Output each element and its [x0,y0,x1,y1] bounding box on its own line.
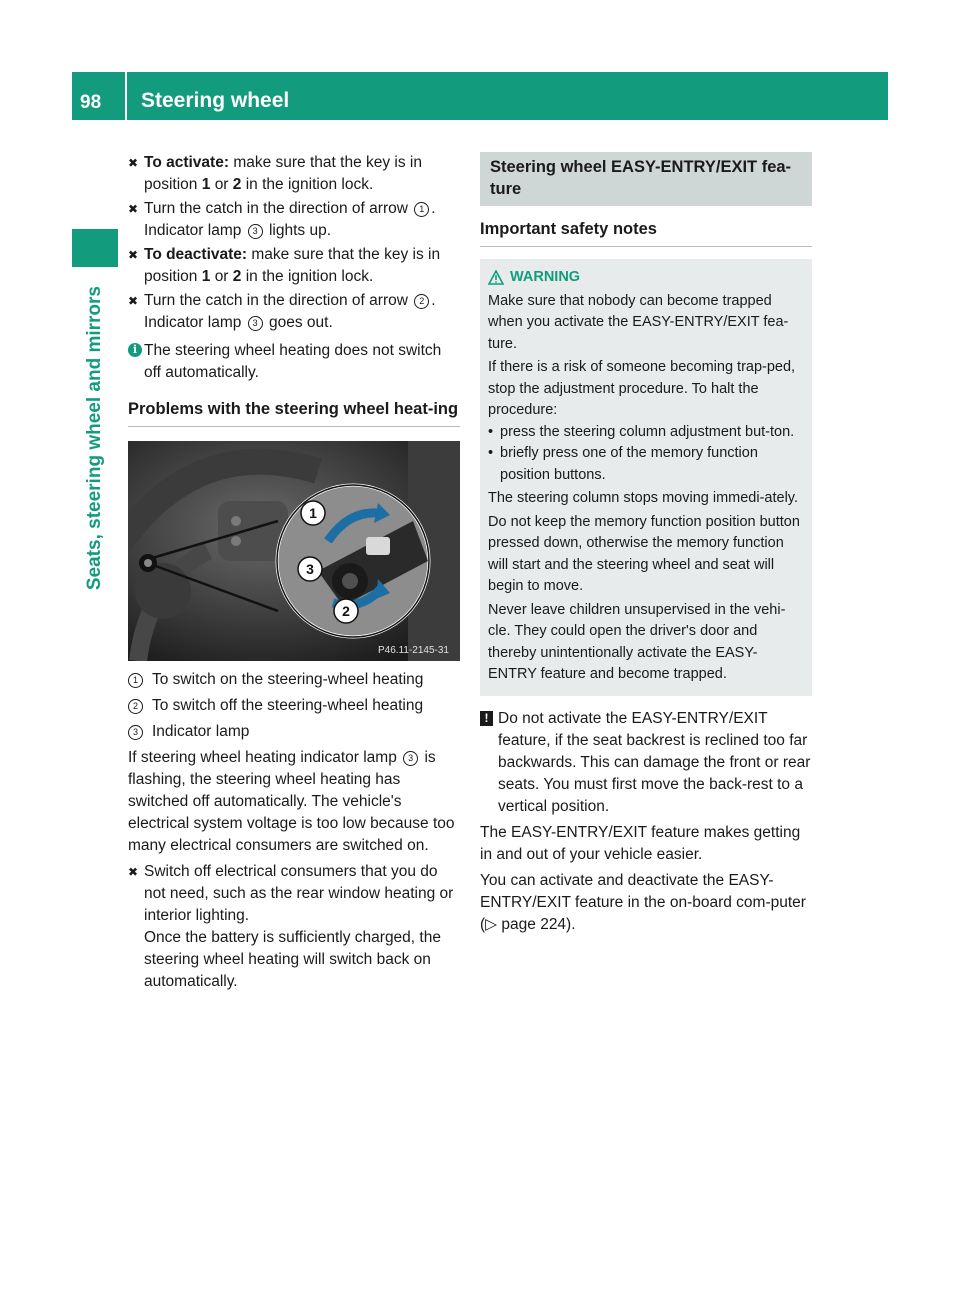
warning-title: WARNING [488,267,804,289]
info-icon: i [128,343,142,357]
steering-column-illustration [128,441,460,661]
section-title: Steering wheel EASY-ENTRY/EXIT fea-ture [480,152,812,206]
step-arrow-icon: ✖ [128,156,139,170]
easy-entry-paragraph: The EASY-ENTRY/EXIT feature makes getting in and out of your vehicle easier. [480,823,801,863]
flashing-paragraph: If steering wheel heating indicator lamp 3 is flashing, the steering wheel heating has switched off automatically. The vehicle's electrical system voltage is too low because too many electrical consumers are switched on. [128,749,455,854]
callout-1-icon: 1 [414,202,429,217]
callout-2-icon: 2 [128,699,143,714]
warning-bullet: • briefly press one of the memory function position buttons. [488,445,758,483]
step-deactivate: ✖ To deactivate: make sure that the key is in position 1 or 2 in the ignition lock. [128,246,441,285]
problems-heading: Problems with the steering wheel heat-ing [128,398,460,427]
right-column [480,152,812,936]
step-activate: ✖ To activate: make sure that the key is in position 1 or 2 in the ignition lock. [128,154,422,193]
steering-column-figure [128,441,460,661]
callout-3-label: 3 [306,561,314,577]
exclamation-icon: ! [480,711,493,726]
info-note: i The steering wheel heating does not switch off automatically. [128,340,460,384]
page-number: 98 [80,92,102,113]
warning-bullet: • press the steering column adjustment but-ton. [488,423,795,440]
legend-item-3: 3 Indicator lamp [128,721,460,743]
step-arrow-icon: ✖ [128,248,139,262]
chapter-tab [72,229,118,267]
callout-1-icon: 1 [128,673,143,688]
warning-paragraph: Make sure that nobody can become trapped when you activate the EASY-ENTRY/EXIT fea-ture. [488,292,789,352]
callout-3-icon: 3 [248,316,263,331]
page-reference-link[interactable]: page 224). [501,915,576,933]
callout-1-label: 1 [309,505,317,521]
warning-paragraph: Never leave children unsupervised in the vehi-cle. They could open the driver's door and thereby unintentionally activate the EASY-ENTRY feature and become trapped. [488,601,786,682]
callout-3-icon: 3 [403,751,418,766]
step-arrow-icon: ✖ [128,202,139,216]
chapter-label-wrap [80,286,110,766]
step-turn-catch-2: ✖ Turn the catch in the direction of arrow 2 . Indicator lamp 3 goes out. [128,292,436,331]
step-arrow-icon: ✖ [128,865,139,879]
page-title: Steering wheel [141,89,290,112]
legend-item-2: 2 To switch off the steering-wheel heating [128,695,460,717]
header-divider [125,72,127,120]
warning-paragraph: If there is a risk of someone becoming trap-ped, stop the adjustment procedure. To halt the procedure: [488,359,796,418]
warning-paragraph: The steering column stops moving immedi-ately. [488,490,798,506]
step-turn-catch-1: ✖ Turn the catch in the direction of arrow 1 . Indicator lamp 3 lights up. [128,200,436,239]
onboard-computer-paragraph: You can activate and deactivate the EASY-ENTRY/EXIT feature in the on-board com-puter (▷ page 224). [480,871,806,933]
safety-heading: Important safety notes [480,218,812,247]
step-switch-off-consumers: ✖ Switch off electrical consumers that you do not need, such as the rear window heating or interior lighting. Once the battery is sufficiently charged, the steering wheel heating will switch back on automatically. [128,863,454,990]
chapter-label: Seats, steering wheel and mirrors [84,286,105,591]
warning-triangle-icon [488,270,504,285]
step-arrow-icon: ✖ [128,294,139,308]
callout-3-icon: 3 [128,725,143,740]
warning-box [480,259,812,696]
callout-2-icon: 2 [414,294,429,309]
legend-item-1: 1 To switch on the steering-wheel heating [128,669,460,691]
damage-notice: ! Do not activate the EASY-ENTRY/EXIT feature, if the seat backrest is reclined too far backwards. This can damage the front or rear seats. You must first move the back-rest to a vertical position. [480,708,812,818]
left-column [128,152,460,995]
page-reference-icon: ▷ [485,915,498,933]
callout-2-label: 2 [342,603,350,619]
callout-3-icon: 3 [248,224,263,239]
warning-paragraph: Do not keep the memory function position button pressed down, otherwise the memory function will start and the steering wheel and seat will begin to move. [488,513,800,594]
figure-code: P46.11-2145-31 [378,645,449,656]
